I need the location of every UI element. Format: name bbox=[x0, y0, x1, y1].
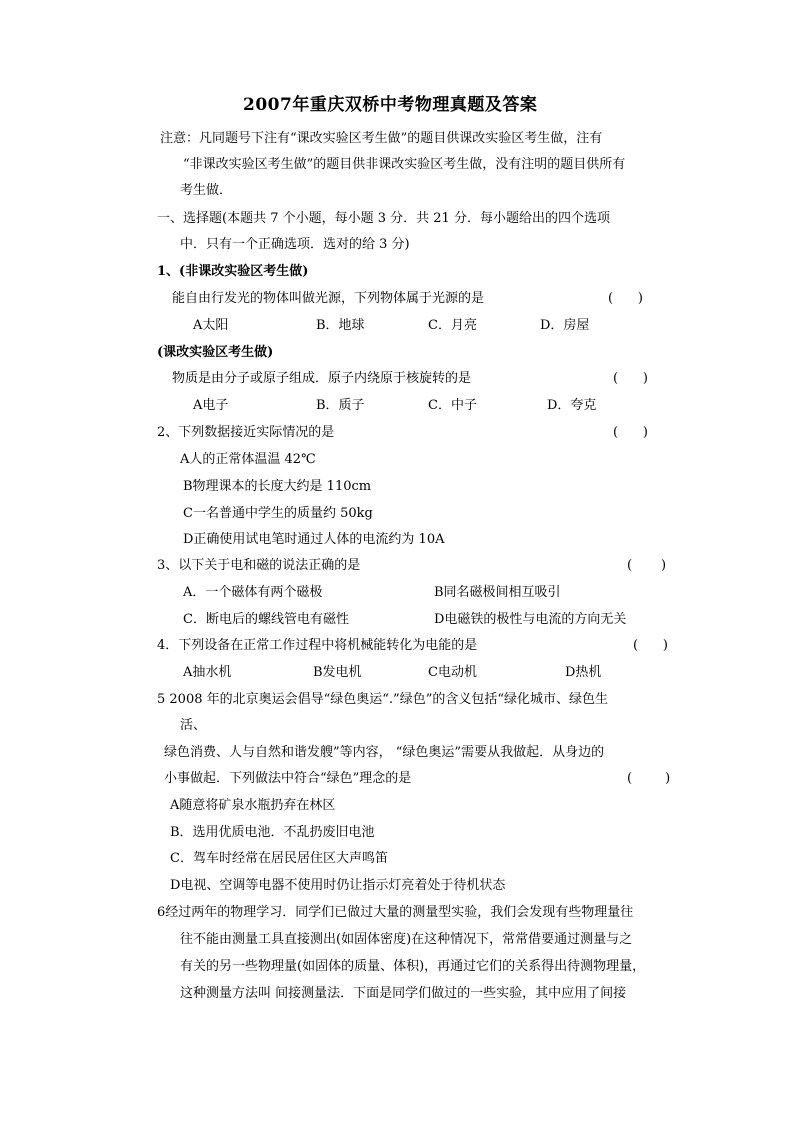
q4-option-c: C电动机 bbox=[428, 665, 477, 680]
q5-option-b: B．选用优质电池．不乱扔废旧电池 bbox=[170, 825, 375, 840]
q3-option-a: A．一个磁体有两个磁极 bbox=[183, 585, 323, 600]
q1b-option-a: A电子 bbox=[193, 398, 229, 413]
note-line-3: 考生做． bbox=[180, 183, 233, 198]
q4-option-b: B发电机 bbox=[313, 665, 362, 680]
q1-stem: 能自由行发光的物体叫做光源，下列物体属于光源的是 bbox=[172, 291, 485, 306]
q3-option-c: C．断电后的螺线管电有磁性 bbox=[183, 612, 349, 627]
q6-line-2: 往不能由测量工具直接测出(如固体密度)在这种情况下，常常借要通过测量与之 bbox=[180, 932, 633, 947]
q1-option-b: B．地球 bbox=[316, 318, 365, 333]
q2-option-b: B物理课本的长度大约是 110cm bbox=[183, 479, 372, 494]
q5-line-2: 活、 bbox=[180, 718, 207, 733]
q4-option-a: A抽水机 bbox=[183, 665, 232, 680]
q1-option-c: C．月亮 bbox=[428, 318, 477, 333]
q4-option-d: D热机 bbox=[565, 665, 602, 680]
q1b-option-c: C．中子 bbox=[428, 398, 477, 413]
q3-option-b: B同名磁极间相互吸引 bbox=[434, 585, 561, 600]
q1b-option-b: B．质子 bbox=[316, 398, 365, 413]
q5-option-d: D电视、空调等电器不使用时仍让指示灯亮着处于待机状态 bbox=[170, 878, 506, 893]
q6-line-3: 有关的另一些物理量(如固体的质量、体积)，再通过它们的关系得出待测物理量， bbox=[180, 959, 646, 974]
q6-line-1: 6经过两年的物理学习．同学们已做过大量的测量型实验，我们会发现有些物理量往 bbox=[157, 905, 634, 920]
q1-option-a: A太阳 bbox=[193, 318, 229, 333]
section-heading-line-1: 一、选择题(本题共 7 个小题，每小题 3 分．共 21 分．每小题给出的四个选项 bbox=[157, 211, 610, 226]
q5-option-c: C．驾车时经常在居民居住区大声鸣笛 bbox=[170, 851, 388, 866]
q2-answer-paren: ( ) bbox=[613, 425, 648, 440]
q5-line-1: 5 2008 年的北京奥运会倡导“绿色奥运“.”绿色”的含义包括“绿化城市、绿色生 bbox=[157, 692, 608, 707]
q1b-answer-paren: ( ) bbox=[613, 371, 648, 386]
page-title: 2007年重庆双桥中考物理真题及答案 bbox=[243, 95, 538, 115]
q3-option-d: D电磁铁的极性与电流的方向无关 bbox=[434, 612, 627, 627]
q6-line-4: 这种测量方法叫 间接测量法．下面是同学们做过的一些实验，其中应用了间接 bbox=[180, 986, 627, 1001]
q5-answer-paren: ( ) bbox=[627, 771, 671, 786]
q3-answer-paren: ( ) bbox=[627, 558, 667, 573]
q2-stem: 2、下列数据接近实际情况的是 bbox=[157, 425, 335, 440]
q2-option-a: A人的正常体温温 42℃ bbox=[180, 452, 316, 467]
q5-line-3: 绿色消费、人与自然和谐发艘”等内容， “绿色奥运”需要从我做起．从身边的 bbox=[164, 745, 605, 760]
q1-option-d: D．房屋 bbox=[540, 318, 590, 333]
q1-label: 1、(非课改实验区考生做) bbox=[157, 264, 309, 279]
q5-option-a: A随意将矿泉水瓶扔弃在林区 bbox=[170, 798, 336, 813]
q1b-option-d: D．夸克 bbox=[547, 398, 597, 413]
q1-answer-paren: ( ) bbox=[608, 291, 643, 306]
q2-option-c: C一名普通中学生的质量约 50kg bbox=[183, 506, 373, 521]
section-heading-line-2: 中．只有一个正确选项．选对的给 3 分) bbox=[180, 237, 410, 252]
note-line-1: 注意：凡同题号下注有“课改实验区考生做”的题目供课改实验区考生做，注有 bbox=[160, 131, 603, 146]
q3-stem: 3、以下关于电和磁的说法正确的是 bbox=[157, 558, 361, 573]
q2-option-d: D正确使用试电笔时通过人体的电流约为 10A bbox=[183, 532, 445, 547]
q4-stem: 4．下列设备在正常工作过程中将机械能转化为电能的是 bbox=[157, 638, 478, 653]
q1b-label: (课改实验区考生做) bbox=[157, 345, 274, 360]
note-line-2: “非课改实验区考生做”的题目供非课改实验区考生做，没有注明的题目供所有 bbox=[183, 157, 626, 172]
q1b-stem: 物质是由分子或原子组成．原子内绕原于核旋转的是 bbox=[172, 371, 472, 386]
q4-answer-paren: ( ) bbox=[633, 638, 668, 653]
q5-line-4: 小事做起．下列做法中符合“绿色”理念的是 bbox=[164, 771, 412, 786]
